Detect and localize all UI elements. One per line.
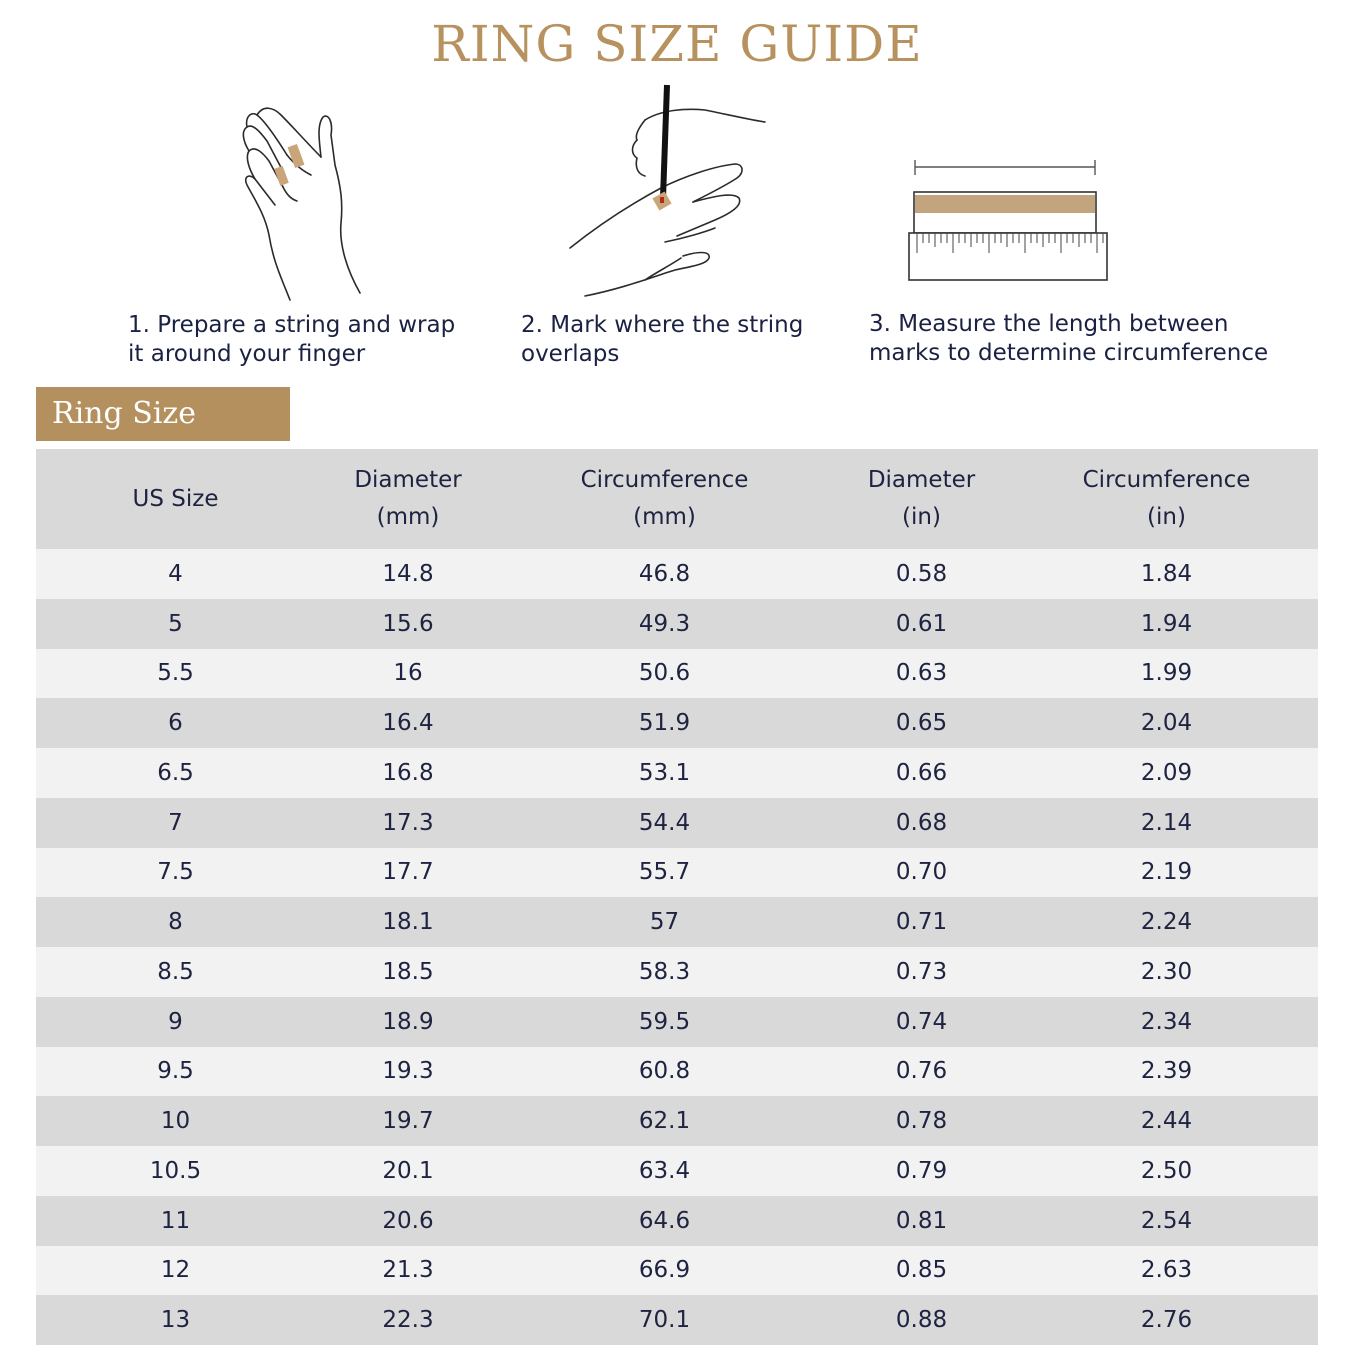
header-diameter-mm: Diameter (mm) (315, 449, 501, 549)
cell-circumference-in: 1.84 (1015, 549, 1318, 599)
cell-diameter-in: 0.78 (828, 1096, 1015, 1146)
cell-circumference-mm: 60.8 (501, 1047, 828, 1097)
cell-circumference-in: 2.04 (1015, 698, 1318, 748)
cell-circumference-mm: 46.8 (501, 549, 828, 599)
cell-circumference-mm: 70.1 (501, 1295, 828, 1345)
cell-diameter-mm: 19.7 (315, 1096, 501, 1146)
cell-us-size: 9 (36, 997, 315, 1047)
hand-wrap-icon (225, 95, 385, 305)
table-row (36, 1295, 1318, 1345)
cell-diameter-mm: 16.4 (315, 698, 501, 748)
cell-circumference-mm: 50.6 (501, 649, 828, 699)
cell-us-size: 10.5 (36, 1146, 315, 1196)
cell-diameter-in: 0.61 (828, 599, 1015, 649)
cell-circumference-in: 2.30 (1015, 947, 1318, 997)
table-header-row (36, 449, 1318, 549)
cell-diameter-mm: 21.3 (315, 1246, 501, 1296)
table-row (36, 1196, 1318, 1246)
table-row (36, 549, 1318, 599)
cell-diameter-in: 0.74 (828, 997, 1015, 1047)
cell-diameter-in: 0.58 (828, 549, 1015, 599)
cell-circumference-in: 2.39 (1015, 1047, 1318, 1097)
cell-us-size: 6.5 (36, 748, 315, 798)
table-row (36, 698, 1318, 748)
cell-circumference-in: 2.14 (1015, 798, 1318, 848)
cell-diameter-mm: 17.7 (315, 848, 501, 898)
ruler-icon (905, 155, 1115, 285)
table-row (36, 1146, 1318, 1196)
table-row (36, 599, 1318, 649)
cell-diameter-in: 0.63 (828, 649, 1015, 699)
page-title: RING SIZE GUIDE (431, 15, 923, 73)
ring-size-table (36, 449, 1318, 1345)
cell-diameter-in: 0.73 (828, 947, 1015, 997)
cell-circumference-in: 2.24 (1015, 897, 1318, 947)
table-row (36, 1096, 1318, 1146)
cell-diameter-mm: 17.3 (315, 798, 501, 848)
cell-diameter-mm: 18.1 (315, 897, 501, 947)
cell-us-size: 8 (36, 897, 315, 947)
cell-diameter-in: 0.68 (828, 798, 1015, 848)
cell-circumference-in: 1.94 (1015, 599, 1318, 649)
cell-diameter-mm: 18.9 (315, 997, 501, 1047)
step-1-text: 1. Prepare a string and wrap it around your finger (128, 312, 456, 367)
cell-circumference-mm: 53.1 (501, 748, 828, 798)
cell-diameter-in: 0.81 (828, 1196, 1015, 1246)
table-row (36, 1047, 1318, 1097)
cell-us-size: 6 (36, 698, 315, 748)
step-2-text: 2. Mark where the string overlaps (521, 312, 804, 367)
cell-circumference-mm: 57 (501, 897, 828, 947)
cell-circumference-in: 2.50 (1015, 1146, 1318, 1196)
cell-us-size: 5.5 (36, 649, 315, 699)
table-row (36, 897, 1318, 947)
cell-diameter-in: 0.88 (828, 1295, 1015, 1345)
cell-circumference-mm: 58.3 (501, 947, 828, 997)
cell-circumference-mm: 55.7 (501, 848, 828, 898)
step-3-text: 3. Measure the length between marks to determine circumference (869, 311, 1269, 366)
cell-diameter-in: 0.66 (828, 748, 1015, 798)
header-circumference-mm: Circumference (mm) (501, 449, 828, 549)
cell-circumference-mm: 51.9 (501, 698, 828, 748)
table-row (36, 798, 1318, 848)
table-row (36, 1246, 1318, 1296)
cell-diameter-mm: 15.6 (315, 599, 501, 649)
cell-us-size: 5 (36, 599, 315, 649)
cell-us-size: 7 (36, 798, 315, 848)
cell-circumference-mm: 63.4 (501, 1146, 828, 1196)
cell-circumference-mm: 59.5 (501, 997, 828, 1047)
cell-circumference-mm: 49.3 (501, 599, 828, 649)
cell-us-size: 12 (36, 1246, 315, 1296)
cell-diameter-mm: 19.3 (315, 1047, 501, 1097)
cell-diameter-mm: 20.1 (315, 1146, 501, 1196)
table-row (36, 848, 1318, 898)
cell-circumference-in: 2.63 (1015, 1246, 1318, 1296)
table-row (36, 997, 1318, 1047)
cell-diameter-in: 0.65 (828, 698, 1015, 748)
cell-diameter-in: 0.85 (828, 1246, 1015, 1296)
cell-diameter-in: 0.79 (828, 1146, 1015, 1196)
table-row (36, 748, 1318, 798)
cell-us-size: 11 (36, 1196, 315, 1246)
cell-us-size: 9.5 (36, 1047, 315, 1097)
cell-diameter-in: 0.70 (828, 848, 1015, 898)
header-diameter-in: Diameter (in) (828, 449, 1015, 549)
cell-circumference-in: 2.19 (1015, 848, 1318, 898)
cell-diameter-mm: 16 (315, 649, 501, 699)
cell-diameter-in: 0.71 (828, 897, 1015, 947)
cell-circumference-mm: 66.9 (501, 1246, 828, 1296)
cell-us-size: 4 (36, 549, 315, 599)
header-circumference-in: Circumference (in) (1015, 449, 1318, 549)
header-us-size: US Size (36, 449, 315, 549)
cell-circumference-in: 2.09 (1015, 748, 1318, 798)
cell-diameter-mm: 16.8 (315, 748, 501, 798)
table-row (36, 649, 1318, 699)
hand-mark-icon (565, 80, 775, 300)
cell-circumference-in: 1.99 (1015, 649, 1318, 699)
chart-label: Ring Size (36, 387, 290, 441)
cell-diameter-in: 0.76 (828, 1047, 1015, 1097)
cell-circumference-mm: 54.4 (501, 798, 828, 848)
cell-circumference-mm: 64.6 (501, 1196, 828, 1246)
cell-us-size: 10 (36, 1096, 315, 1146)
cell-us-size: 8.5 (36, 947, 315, 997)
cell-diameter-mm: 22.3 (315, 1295, 501, 1345)
cell-circumference-in: 2.44 (1015, 1096, 1318, 1146)
cell-diameter-mm: 20.6 (315, 1196, 501, 1246)
cell-circumference-in: 2.54 (1015, 1196, 1318, 1246)
cell-diameter-mm: 14.8 (315, 549, 501, 599)
cell-circumference-mm: 62.1 (501, 1096, 828, 1146)
cell-us-size: 13 (36, 1295, 315, 1345)
cell-us-size: 7.5 (36, 848, 315, 898)
cell-circumference-in: 2.34 (1015, 997, 1318, 1047)
table-row (36, 947, 1318, 997)
cell-diameter-mm: 18.5 (315, 947, 501, 997)
cell-circumference-in: 2.76 (1015, 1295, 1318, 1345)
